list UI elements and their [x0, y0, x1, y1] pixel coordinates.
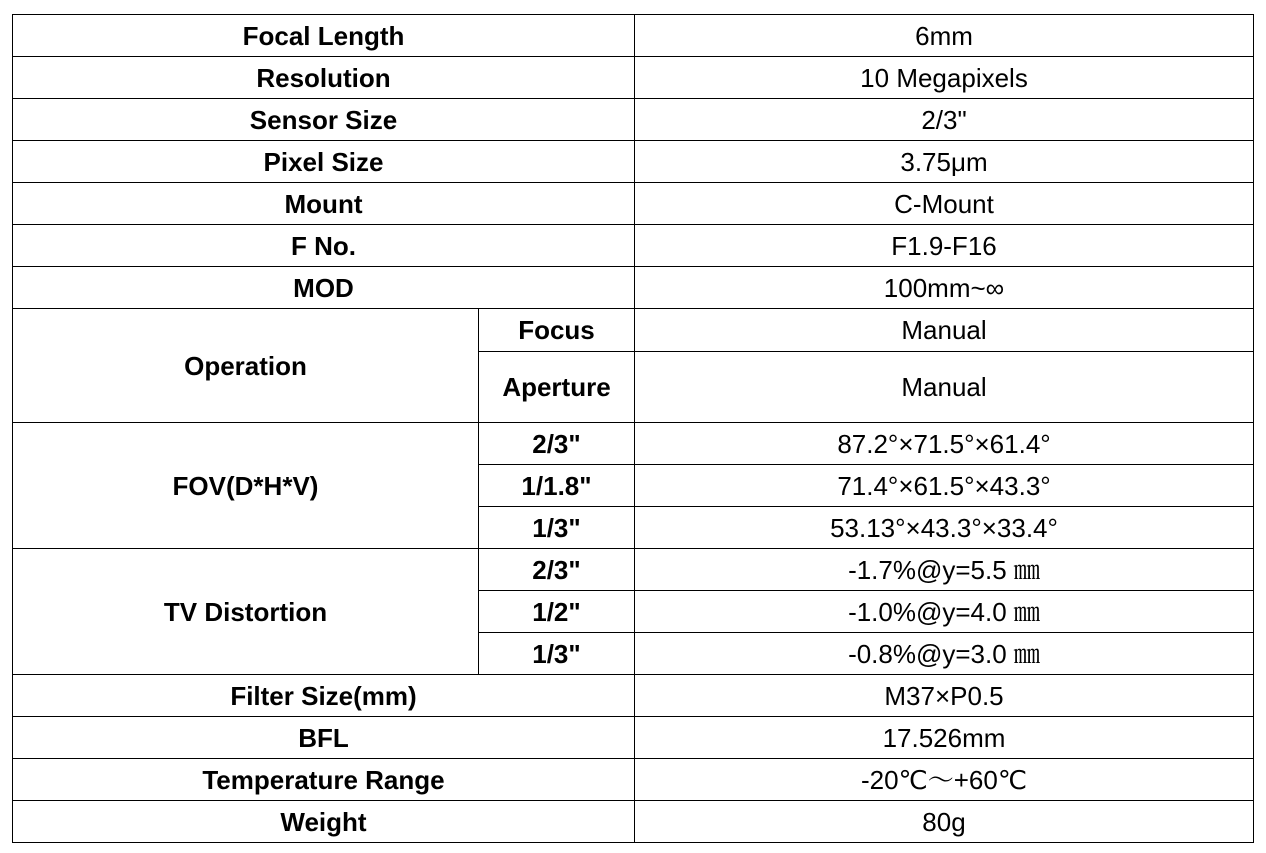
spec-value: 6mm	[635, 15, 1254, 57]
spec-sub-label: 1/3"	[479, 633, 635, 675]
spec-label: Resolution	[13, 57, 635, 99]
spec-value: 10 Megapixels	[635, 57, 1254, 99]
spec-group-label: TV Distortion	[13, 549, 479, 675]
spec-sub-label: Focus	[479, 309, 635, 352]
table-row-focal-length	[13, 15, 1254, 57]
lens-spec-table	[12, 14, 1254, 843]
spec-sub-label: Aperture	[479, 352, 635, 423]
spec-group-label: FOV(D*H*V)	[13, 423, 479, 549]
spec-value: 17.526mm	[635, 717, 1254, 759]
table-row-temperature-range	[13, 759, 1254, 801]
table-row-weight	[13, 801, 1254, 843]
table-row-fov-2-3	[13, 423, 1254, 465]
spec-label: MOD	[13, 267, 635, 309]
spec-label: F No.	[13, 225, 635, 267]
spec-label: Focal Length	[13, 15, 635, 57]
spec-value: 71.4°×61.5°×43.3°	[635, 465, 1254, 507]
spec-sub-label: 1/1.8"	[479, 465, 635, 507]
spec-value: 3.75μm	[635, 141, 1254, 183]
table-row-distortion-2-3	[13, 549, 1254, 591]
spec-sub-label: 2/3"	[479, 549, 635, 591]
spec-value: C-Mount	[635, 183, 1254, 225]
table-row-f-no	[13, 225, 1254, 267]
table-row-resolution	[13, 57, 1254, 99]
spec-label: Temperature Range	[13, 759, 635, 801]
spec-label: Filter Size(mm)	[13, 675, 635, 717]
table-row-operation-focus	[13, 309, 1254, 352]
table-row-mount	[13, 183, 1254, 225]
table-row-pixel-size	[13, 141, 1254, 183]
table-row-mod	[13, 267, 1254, 309]
spec-value: 2/3"	[635, 99, 1254, 141]
spec-value: -1.0%@y=4.0 ㎜	[635, 591, 1254, 633]
spec-value: -1.7%@y=5.5 ㎜	[635, 549, 1254, 591]
spec-value: Manual	[635, 309, 1254, 352]
spec-group-label: Operation	[13, 309, 479, 423]
spec-value: 53.13°×43.3°×33.4°	[635, 507, 1254, 549]
spec-value: F1.9-F16	[635, 225, 1254, 267]
spec-sub-label: 1/2"	[479, 591, 635, 633]
spec-sub-label: 1/3"	[479, 507, 635, 549]
spec-label: Mount	[13, 183, 635, 225]
spec-label: BFL	[13, 717, 635, 759]
spec-value: -0.8%@y=3.0 ㎜	[635, 633, 1254, 675]
spec-value: 87.2°×71.5°×61.4°	[635, 423, 1254, 465]
table-row-filter-size	[13, 675, 1254, 717]
spec-sub-label: 2/3"	[479, 423, 635, 465]
spec-label: Weight	[13, 801, 635, 843]
table-row-bfl	[13, 717, 1254, 759]
spec-value: 100mm~∞	[635, 267, 1254, 309]
spec-label: Sensor Size	[13, 99, 635, 141]
spec-value: 80g	[635, 801, 1254, 843]
table-row-sensor-size	[13, 99, 1254, 141]
spec-value: M37×P0.5	[635, 675, 1254, 717]
spec-value: -20℃～+60℃	[635, 759, 1254, 801]
spec-label: Pixel Size	[13, 141, 635, 183]
spec-value: Manual	[635, 352, 1254, 423]
